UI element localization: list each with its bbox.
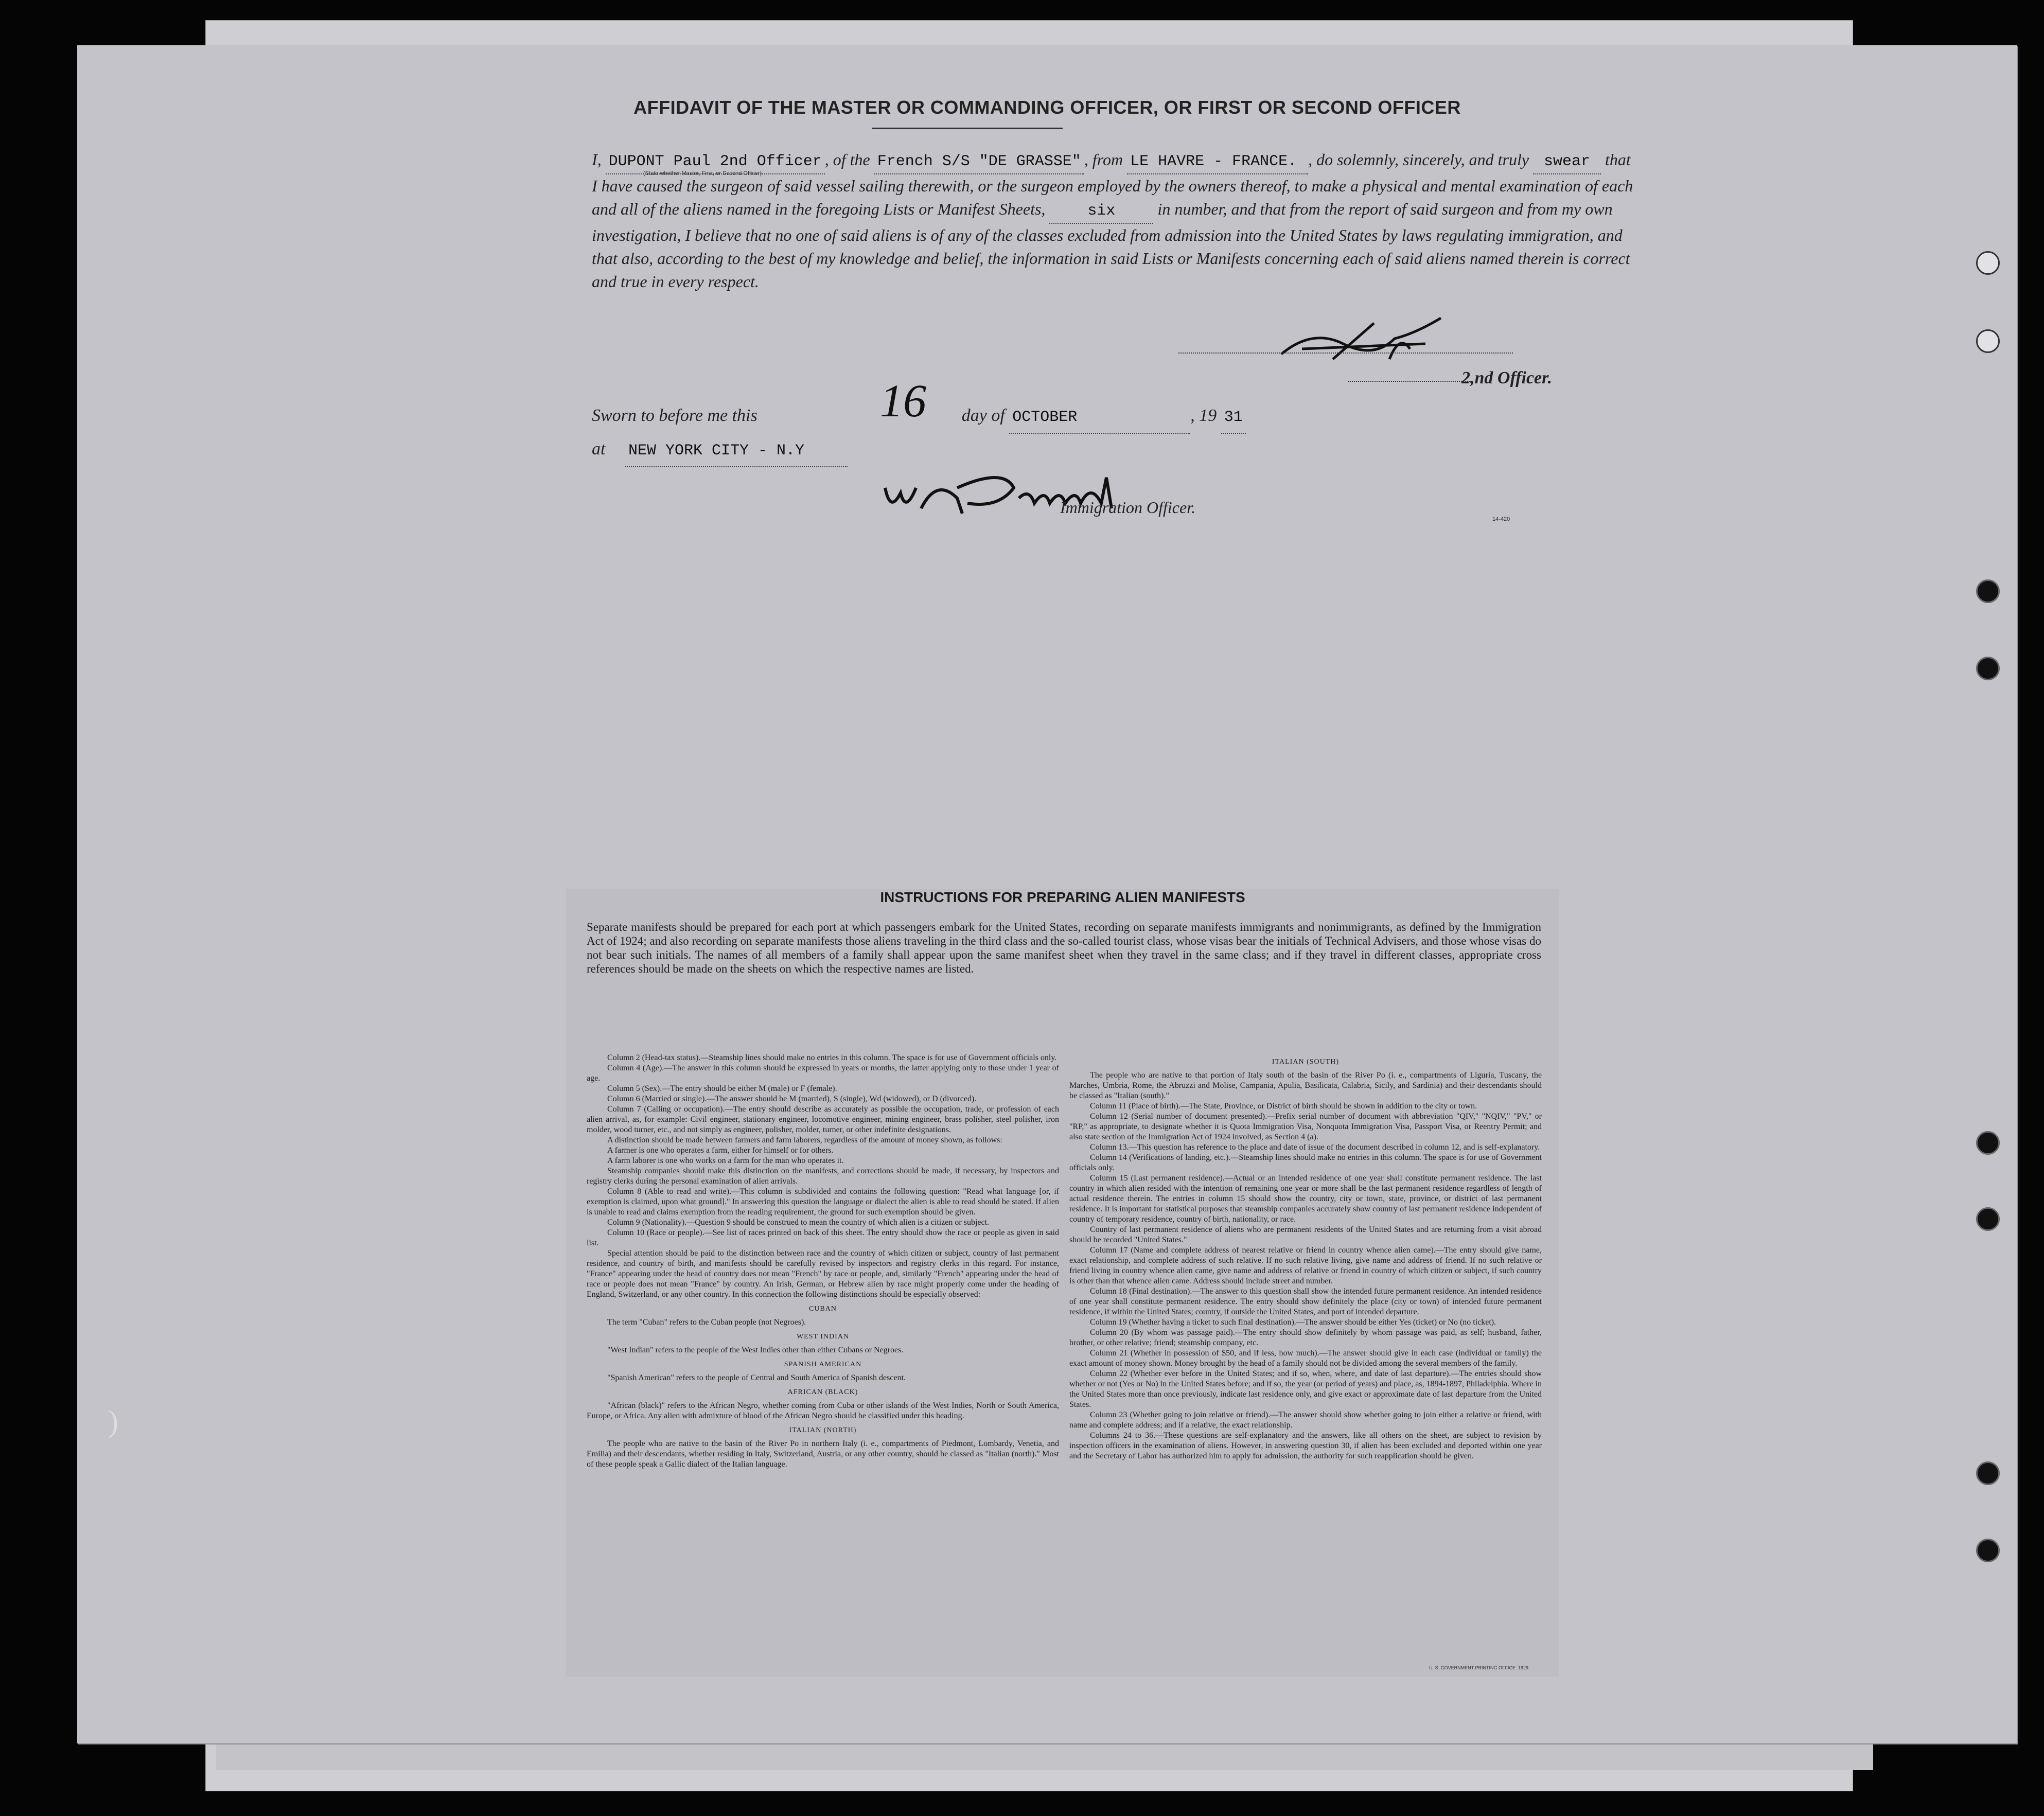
place-field: NEW YORK CITY - N.Y [625, 435, 848, 467]
printer-imprint: U. S. GOVERNMENT PRINTING OFFICE: 1929 [1429, 1665, 1528, 1670]
binder-hole [1976, 1131, 2000, 1155]
instr-paragraph: Column 19 (Whether having a ticket to such final destination).—The answer should be either Yes (ticket) or No (no ticket). [1090, 1318, 1496, 1327]
binder-hole [1976, 657, 2000, 680]
instr-paragraph: Column 14 (Verifications of landing, etc.).—Steamship lines should make no entries in this column. The space is for use of Government officials only. [1069, 1153, 1542, 1172]
instr-paragraph: Column 17 (Name and complete address of nearest relative or friend in country whence alien came).—The entry should give name, exact relationship, and complete address of such relative. If no such relative living, give name and address of friend. If no such relative or friend living in country whence alien came, give name and address of relative or friend in country of which citizen or subject, if such country is other than that whence alien came. Address should include street and number. [1069, 1246, 1542, 1285]
instr-paragraph: A distinction should be made between farmers and farm laborers, regardless of the amount of money shown, as follows: [607, 1136, 1002, 1144]
affidavit-of-the: , of the [824, 150, 870, 169]
instr-paragraph: Column 7 (Calling or occupation).—The entry should describe as accurately as possible the occupation, trade, or profession of each alien arrival, as, for example: Civil engineer, stationary engineer, locomotive engineer, mining engineer, brass polisher, steel polisher, iron molder, wood turner, etc., and not simply as engineer, polisher, molder, turner, or other indefinite designations. [587, 1105, 1059, 1134]
affidavit-do: , do [1308, 150, 1333, 169]
binder-hole [1976, 1461, 2000, 1485]
form-number: 14-420 [1492, 516, 1510, 522]
sworn-prefix: Sworn to before me this [592, 406, 757, 425]
instr-paragraph: Column 9 (Nationality).—Question 9 should be construed to mean the country of which alien is a citizen or subject. [607, 1218, 990, 1227]
affidavit-body-part2: in number, and that from the report of said surgeon and from my own investigation, I believe that no one of said aliens is of any of the classes excluded from admission into the United States by laws regulating immigration, and that also, according to the best of my knowledge and belief, the information in said Lists or Manifests concerning each of said aliens named therein is correct and true in every respect. [592, 200, 1630, 291]
instr-paragraph: Column 21 (Whether in possession of $50, and if less, how much).—The answer should give in each case (individual or family) the exact amount of money shown. Money brought by the head of a family should not be divided among the several members of the family. [1069, 1349, 1542, 1368]
title-underline [872, 128, 1063, 129]
day-of-label: day of [961, 406, 1005, 425]
instructions-right-column [1069, 1053, 1542, 1676]
instr-paragraph: Column 10 (Race or people).—See list of races printed on back of this sheet. The entry should show the race or people as given in said list. [587, 1228, 1059, 1247]
instr-paragraph: A farmer is one who operates a farm, either for himself or for others. [607, 1146, 834, 1155]
instr-paragraph: The term "Cuban" refers to the Cuban people (not Negroes). [607, 1318, 806, 1327]
instr-paragraph: Column 5 (Sex).—The entry should be either M (male) or F (female). [607, 1084, 837, 1093]
instr-paragraph: "West Indian" refers to the people of the West Indies other than either Cubans or Negroes. [607, 1346, 904, 1354]
affidavit-solemnly: solemnly, sincerely, and truly [1337, 150, 1529, 169]
instructions-intro: Separate manifests should be prepared for each port at which passengers embark for the United States, recording on separate manifests immigrants and nonimmigrants, as defined by the Immigration Act of 1924; and also recording on separate manifests those aliens traveling in the third class and the so-called tourist class, whose visas bear the initials of Technical Advisers, and those whose visas do not bear such initials. The names of all members of a family shall appear upon the same manifest sheet when they travel in the same class; and if they travel in different classes, appropriate cross references should be made on the sheets on which the respective names are listed. [587, 921, 1541, 975]
instr-paragraph: Columns 24 to 36.—These questions are self-explanatory and the answers, like all others on the sheet, are subject to revision by inspection officers in the examination of aliens. However, in answering question 30, if alien has been excluded and deported within one year and the Secretary of Labor has authorized him to apply for admission, the authority for such reapplication should be given. [1069, 1431, 1542, 1460]
month-field: OCTOBER [1009, 402, 1190, 434]
instr-paragraph: "Spanish American" refers to the people of Central and South America of Spanish descent. [607, 1373, 906, 1382]
instr-paragraph: Column 8 (Able to read and write).—This column is subdivided and contains the following question: "Read what language [or, if exemption is claimed, upon what ground]." In answering this question the language or dialect the alien is able to read should be stated. If alien is unable to read and claims exemption from the reading requirement, the ground for such exemption should be given. [587, 1187, 1059, 1216]
affidavit-from: , from [1084, 150, 1123, 169]
instr-paragraph: Column 13.—This question has reference to the place and date of issue of the document described in column 12, and is self-explanatory. [1090, 1143, 1540, 1152]
instr-heading: AFRICAN (BLACK) [787, 1388, 858, 1396]
instr-heading: ITALIAN (NORTH) [789, 1426, 857, 1434]
master-signature [1271, 313, 1456, 375]
margin-mark: ) [108, 1404, 118, 1438]
binder-hole [1976, 251, 2000, 275]
instructions-section [566, 889, 1559, 1677]
sworn-day-handwritten: 16 [880, 376, 926, 427]
instr-paragraph: Steamship companies should make this distinction on the manifests, and corrections should be made, if necessary, by inspectors and registry clerks during the personal examination of alien arrivals. [587, 1167, 1059, 1186]
instr-paragraph: Column 18 (Final destination).—The answer to this question shall show the intended future permanent residence. An intended residence of one year shall constitute permanent residence. The entry should show definitely the place (city or town) of intended future permanent residence, if within the United States; country, if outside the United States, and port of intended departure. [1069, 1287, 1542, 1316]
instr-heading: ITALIAN (SOUTH) [1272, 1058, 1340, 1066]
instr-paragraph: Column 11 (Place of birth).—The State, Province, or District of birth should be shown in addition to the city or town. [1090, 1102, 1477, 1110]
title-line [1348, 381, 1472, 382]
instr-paragraph: Column 15 (Last permanent residence).—Actual or an intended residence of one year shall constitute permanent residence. The last country in which alien resided with the intention of remaining one year or more shall be the last permanent residence regardless of length of actual residence therein. The entries in column 15 should show the country, city or town, state, province, or district of last permanent residence. It is important for statistical purposes that steamship companies accurately show country of last permanent residence independent of country of temporary residence, country of birth, nationality, or race. [1069, 1174, 1542, 1224]
instr-paragraph: Column 4 (Age).—The answer in this column should be expressed in years or months, the latter applying only to those under 1 year of age. [587, 1064, 1059, 1083]
vessel-field: French S/S "DE GRASSE" [874, 150, 1084, 174]
manifest-page [77, 45, 2017, 1743]
affidavit-pronoun: I, [592, 150, 602, 169]
binder-hole [1976, 1539, 2000, 1562]
instr-paragraph: "African (black)" refers to the African Negro, whether coming from Cuba or other islands of the West Indies, North or South America, Europe, or Africa. Any alien with admixture of blood of the African Negro should be classified under this heading. [587, 1401, 1059, 1420]
instr-paragraph: The people who are native to that portion of Italy south of the basin of the River Po (i. e., compartments of Liguria, Tuscany, the Marches, Umbria, Rome, the Abruzzi and Molise, Campania, Apulia, Basilicata, Calabria, Sicily, and Sardinia) and their descendants should be classed as "Italian (south)." [1069, 1071, 1542, 1100]
year-prefix: , 19 [1190, 406, 1217, 425]
instr-paragraph: Column 20 (By whom was passage paid).—The entry should show definitely by whom passage was paid, as self; husband, father, brother, or other relative; friend; steamship company, etc. [1069, 1328, 1542, 1347]
instructions-left-column [587, 1053, 1059, 1676]
oath-field: swear [1533, 150, 1601, 174]
affidavit-body-part1: that I have caused the surgeon of said vessel sailing therewith, or the surgeon employed by the owners thereof, to make a physical and mental examination of each and all of the aliens named in the foregoing Lists or Manifest Sheets, [592, 150, 1633, 218]
year-field: 31 [1221, 402, 1246, 434]
instr-paragraph: Country of last permanent residence of aliens who are permanent residents of the United States and are returning from a visit abroad should be recorded "United States." [1069, 1225, 1542, 1244]
officer-name-field: DUPONT Paul 2nd Officer [606, 150, 825, 174]
port-field: LE HAVRE - FRANCE. [1127, 150, 1308, 174]
instr-paragraph: Special attention should be paid to the distinction between race and the country of which citizen or subject, country of last permanent residence, and country of birth, and manifests should be carefully revised by inspectors and registry clerks in this regard. For instance, "France" appearing under the head of country does not mean "French" by race or people, and, similarly "French" appearing under the head of race or people does not mean "France" by country. An Irish, German, or Hebrew alien by race might properly come under the heading of England, Switzerland, or any other country. In this connection the following distinctions should be especially observed: [587, 1249, 1059, 1299]
sworn-line [592, 400, 1621, 434]
instr-heading: CUBAN [808, 1305, 837, 1313]
affidavit-title: AFFIDAVIT OF THE MASTER OR COMMANDING OFFICER, OR FIRST OR SECOND OFFICER [633, 97, 1461, 118]
instructions-title: INSTRUCTIONS FOR PREPARING ALIEN MANIFESTS [880, 889, 1245, 905]
binder-hole [1976, 1207, 2000, 1231]
instr-heading: WEST INDIAN [796, 1333, 850, 1341]
officer-title-label: 2,nd Officer. [1461, 368, 1552, 387]
binder-hole [1976, 329, 2000, 353]
instr-paragraph: The people who are native to the basin of the River Po in northern Italy (i. e., compartments of Piedmont, Lombardy, Venetia, and Emilia) and their descendants, whether residing in Italy, Switzerland, Austria, or any other country, should be classed as "Italian (north)." Most of these people speak a Gallic dialect of the Italian language. [587, 1439, 1059, 1469]
instr-paragraph: A farm laborer is one who works on a farm for the man who operates it. [607, 1156, 844, 1165]
officer-caption: (State whether Master, First, or Second Officer) [643, 170, 762, 177]
instr-paragraph: Column 2 (Head-tax status).—Steamship lines should make no entries in this column. The space is for use of Government officials only. [607, 1053, 1057, 1062]
binder-hole [1976, 579, 2000, 603]
instr-heading: SPANISH AMERICAN [784, 1361, 862, 1368]
sheet-count-field: six [1049, 200, 1153, 224]
at-label: at [592, 439, 606, 459]
at-line [592, 434, 1621, 467]
instr-paragraph: Column 12 (Serial number of document presented).—Prefix serial number of document with abbreviation "QIV," "NQIV," "PV," or "RP," as appropriate, to designate whether it is Quota Immigration Visa, Nonquota Immigration Visa, Passport Visa, or Reentry Permit; and also state section of the Immigration Act of 1924 involved, as Section 4 (a). [1069, 1112, 1542, 1141]
instr-paragraph: Column 6 (Married or single).—The answer should be M (married), S (single), Wd (widowed), or D (divorced). [607, 1095, 977, 1103]
sworn-block [592, 400, 1621, 467]
signature-line [1178, 352, 1513, 354]
instr-paragraph: Column 23 (Whether going to join relative or friend).—The answer should show whether going to join either a relative or friend, with name and complete address; and if a relative, the exact relationship. [1069, 1411, 1542, 1430]
instr-paragraph: Column 22 (Whether ever before in the United States; and if so, when, where, and date of last departure).—The entries should show whether or not (Yes or No) in the United States before; and if so, the year (or period of years) and place, as, 1894-1897, Philadelphia. Where in the United States more than once previously, indicate last residence only, and give exact or approximate date of last departure from the United States. [1069, 1369, 1542, 1409]
immigration-officer-label: Immigration Officer. [1060, 498, 1196, 517]
